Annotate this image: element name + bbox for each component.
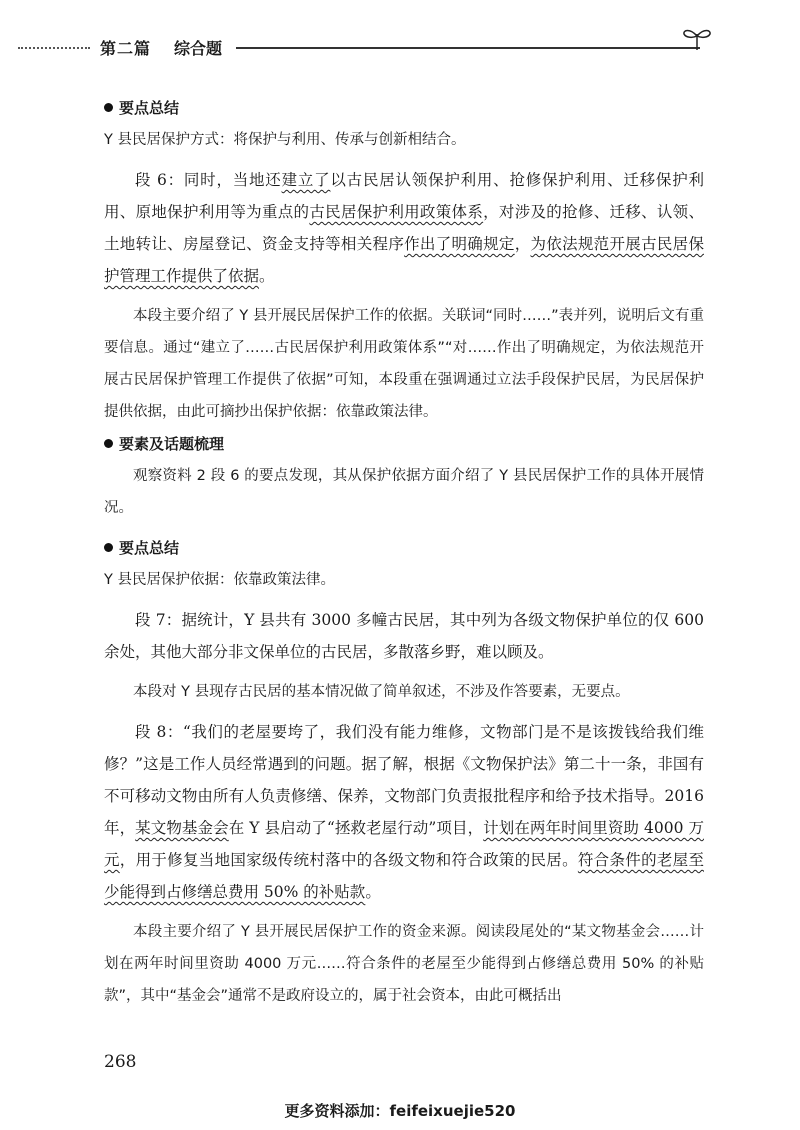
running-header <box>0 32 800 62</box>
section-heading: 要素及话题梳理 <box>104 428 704 460</box>
chapter-subtitle: 综合题 <box>174 39 223 58</box>
analysis-paragraph-8: 本段主要介绍了 Y 县开展民居保护工作的资金来源。阅读段尾处的“某文物基金会……计划在两年时间里资助 4000 万元……符合条件的老屋至少能得到占修缮总费用 50% 的补贴款”，其中“基金会”通常不是政府设立的，属于社会资本，由此可概括出 <box>104 924 704 1004</box>
header-rule <box>236 47 700 49</box>
analysis-paragraph-6: 本段主要介绍了 Y 县开展民居保护工作的依据。关联词“同时……”表并列，说明后文有重要信息。通过“建立了……古民居保护利用政策体系”“对……作出了明确规定，为依法规范开展古民居保护管理工作提供了依据”可知，本段重在强调通过立法手段保护民居，为民居保护提供依据，由此可摘抄出保护依据：依靠政策法律。 <box>104 308 704 420</box>
summary-text: Y 县民居保护方式：将保护与利用、传承与创新相结合。 <box>104 132 466 148</box>
summary-text: Y 县民居保护依据：依靠政策法律。 <box>104 572 335 588</box>
chapter-title: 第二篇 <box>100 39 152 58</box>
header-dotted-line <box>18 47 90 49</box>
source-paragraph-6: 段 6：同时，当地还建立了以古民居认领保护利用、抢修保护利用、迁移保护利用、原地保护利用等为重点的古民居保护利用政策体系，对涉及的抢修、迁移、认领、土地转让、房屋登记、资金支持等相关程序作出了明确规定，为依法规范开展古民居保护管理工作提供了依据。 <box>104 171 704 285</box>
bullet-icon <box>104 543 113 552</box>
bullet-icon <box>104 439 113 448</box>
page-number: 268 <box>104 1052 137 1072</box>
section-heading: 要点总结 <box>104 532 704 564</box>
bullet-icon <box>104 103 113 112</box>
analysis-paragraph-7: 本段对 Y 县现存古民居的基本情况做了简单叙述，不涉及作答要素，无要点。 <box>133 684 630 700</box>
section-heading: 要点总结 <box>104 92 704 124</box>
footer-note: 更多资料添加：feifeixuejie520 <box>284 1102 516 1120</box>
source-paragraph-7: 段 7：据统计，Y 县共有 3000 多幢古民居，其中列为各级文物保护单位的仅 600 余处，其他大部分非文保单位的古民居，多散落乡野，难以顾及。 <box>104 611 704 661</box>
page-body <box>104 92 704 1012</box>
element-text: 观察资料 2 段 6 的要点发现，其从保护依据方面介绍了 Y 县民居保护工作的具体开展情况。 <box>104 468 704 516</box>
source-paragraph-8: 段 8：“我们的老屋要垮了，我们没有能力维修，文物部门是不是该拨钱给我们维修？”这是工作人员经常遇到的问题。据了解，根据《文物保护法》第二十一条，非国有不可移动文物由所有人负责修缮、保养，文物部门负责报批程序和给予技术指导。2016 年，某文物基金会在 Y 县启动了“拯救老屋行动”项目，计划在两年时间里资助 4000 万元，用于修复当地国家级传统村落中的各级文物和符合政策的民居。符合条件的老屋至少能得到占修缮总费用 50% 的补贴款。 <box>104 723 704 901</box>
sprout-icon <box>680 24 714 52</box>
